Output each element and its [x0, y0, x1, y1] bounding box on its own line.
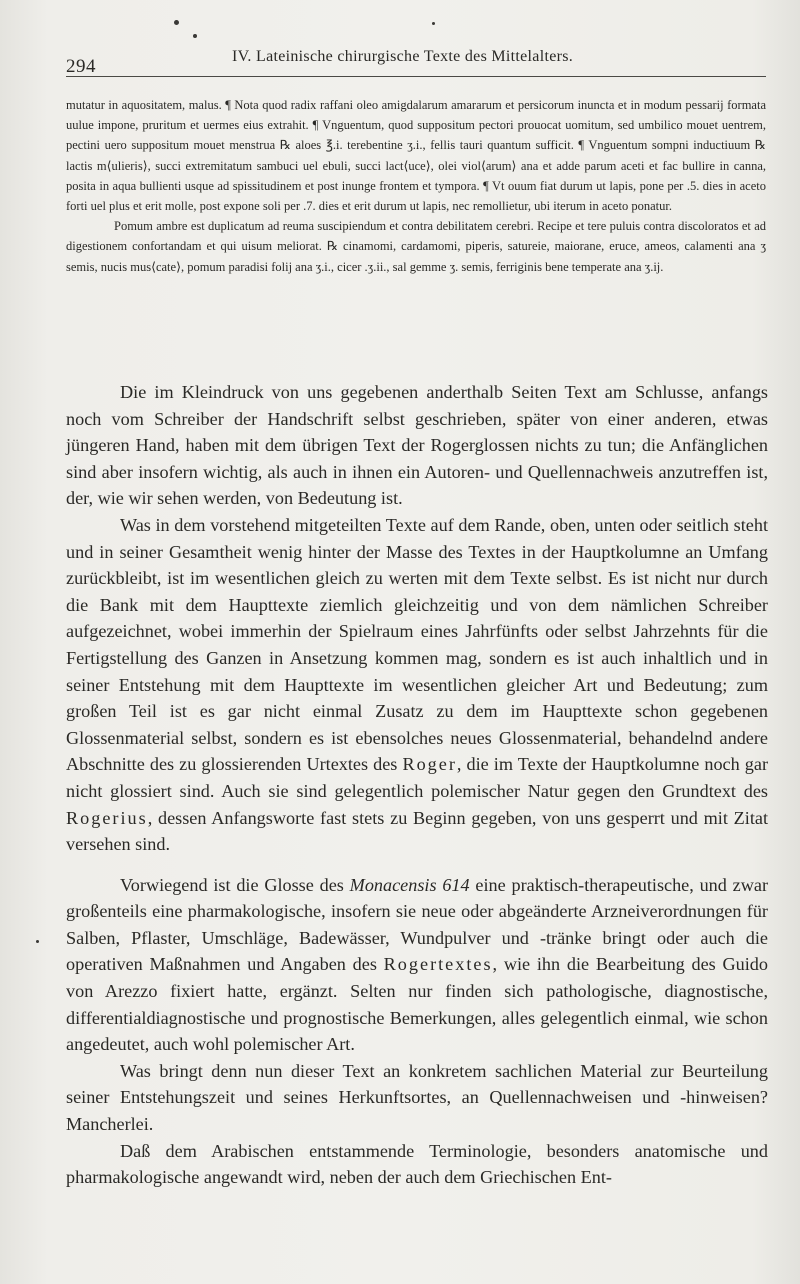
- latin-paragraph: Pomum ambre est duplicatum ad reuma suscipiendum et contra debilitatem cerebri. Recipe et tere puluis contra discoloratos et ad digestionem confortandam et qui uisum meliorat. ℞ cinamomi, cardamomi, piperis, satureie, maiorane, eruce, ameos, calamenti ana ʒ semis, nucis mus⟨cate⟩, pomum paradisi folij ana ʒ.i., cicer .ʒ.ii., sal gemme ʒ. semis, ferriginis bene temperate ana ʒ.ij.: [66, 219, 766, 274]
- print-speck: [36, 940, 39, 943]
- body-text-run: Vorwiegend ist die Glosse des: [120, 874, 344, 895]
- body-paragraph: Daß dem Arabischen entstammende Terminologie, besonders anatomische und pharmakologische angewandt wird, neben der auch dem Griechischen Ent-: [66, 1140, 768, 1188]
- latin-paragraph: mutatur in aquositatem, malus. ¶ Nota quod radix raffani oleo amigdalarum amararum et persicorum inuncta et in modum pessarij formata uulue impone, pruritum et uermes eius extrahit. ¶ Vnguentum, quod suppositum pectori prouocat uomitum, sed umbilico mouet uentrem, pectini uero suppositum mouet menstrua ℞ aloes ℥.i. terebentine ʒ.i., fellis tauri quantum sufficit. ¶ Vnguentum sompni inductiuum ℞ lactis m⟨ulieris⟩, succi extremitatum sambuci uel ebuli, succi lact⟨uce⟩, olei viol⟨arum⟩ ana et adde parum aceti et fac bullire in canna, posita in aqua bullienti usque ad spissitudinem et post inunge frontem et tympora. ¶ Vt ouum fiat durum ut lapis, pone per .5. dies in aceto forti uel plus et erit molle, post expone soli per .7. dies et erit durum ut lapis, nec remollietur, ubi iterum in aceto ponatur.: [66, 98, 766, 214]
- spaced-name-rogerius: Rogerius: [66, 807, 148, 828]
- body-text-run: , dessen Anfangsworte fast stets zu Beginn gegeben, von uns gesperrt und mit Zitat versehen sind.: [66, 807, 768, 855]
- main-body-text: [66, 379, 768, 1191]
- running-head: IV. Lateinische chirurgische Texte des Mittelalters.: [232, 48, 574, 65]
- print-speck: [193, 34, 197, 38]
- body-paragraph: Die im Kleindruck von uns gegebenen anderthalb Seiten Text am Schlusse, anfangs noch vom Schreiber der Handschrift selbst geschrieben, später von einer anderen, etwas jüngeren Hand, haben mit dem übrigen Text der Rogerglossen nichts zu tun; die Anfänglichen sind aber insofern wichtig, als auch in ihnen ein Autoren- und Quellennachweis anzutreffen ist, der, wie wir sehen werden, von Bedeutung ist.: [66, 382, 768, 509]
- page-header: [66, 44, 766, 77]
- body-text-run: , wie ihn die Bearbeitung des Guido von Arezzo fixiert hatte, ergänzt. Selten nur finden sich pathologische, diagnostische, differentialdiagnostische und prognostische Bemerkungen, alles gelegentlich einmal, wie schon angedeutet, auch wohl polemischer Art.: [66, 954, 768, 1055]
- body-text-run: eine praktisch-therapeutische, und zwar großenteils eine pharmakologische, insofern sie neue oder abgeänderte Arzneiverordnungen für Salben, Pflaster, Umschläge, Badewässer, Wundpulver und -tränke bringt oder auch die operativen Maßnahmen und Angaben des: [66, 874, 768, 975]
- manuscript-title: Monacensis 614: [349, 874, 470, 895]
- spaced-name-roger: Roger: [402, 754, 457, 775]
- page-number: 294: [66, 56, 96, 77]
- print-speck: [174, 20, 179, 25]
- body-paragraph: [66, 872, 768, 1058]
- small-print-latin-text: [66, 95, 766, 277]
- print-speck: [432, 22, 435, 25]
- body-text-run: Was in dem vorstehend mitgeteilten Texte auf dem Rande, oben, unten oder seitlich steht und in seiner Gesamtheit wenig hinter der Masse des Textes in der Hauptkolumne an Umfang zurückbleibt, ist im wesentlichen gleich zu werten mit dem Texte selbst. Es ist nicht nur durch die Bank mit dem Haupttexte ziemlich gleichzeitig und von dem nämlichen Schreiber aufgezeichnet, wobei immerhin der Spielraum eines Jahrfünfts oder selbst Jahrzehnts für die Fertigstellung des Ganzen in Ansetzung kommen mag, sondern es ist auch inhaltlich und in seiner Entstehung mit dem Haupttexte im wesentlichen gleicher Art und Bedeutung; zum großen Teil ist es gar nicht einmal Zusatz zu dem im Haupttexte schon gegebenen Glossenmaterial selbst, sondern es ist ebensolches neues Glossenmaterial, behandelnd andere Abschnitte des zu glossierenden Urtextes des: [66, 514, 768, 775]
- body-paragraph: [66, 512, 768, 858]
- body-paragraph: Was bringt denn nun dieser Text an konkretem sachlichen Material zur Beurteilung seiner Entstehungszeit und seines Herkunftsortes, an Quellennachweisen und -hinweisen? Mancherlei.: [66, 1060, 768, 1135]
- body-text-run: , die im Texte der Hauptkolumne noch gar nicht glossiert sind. Auch sie sind gelegentlich polemischer Natur gegen den Grundtext des: [66, 754, 768, 801]
- spaced-name-rogertextes: Rogertextes: [383, 954, 493, 975]
